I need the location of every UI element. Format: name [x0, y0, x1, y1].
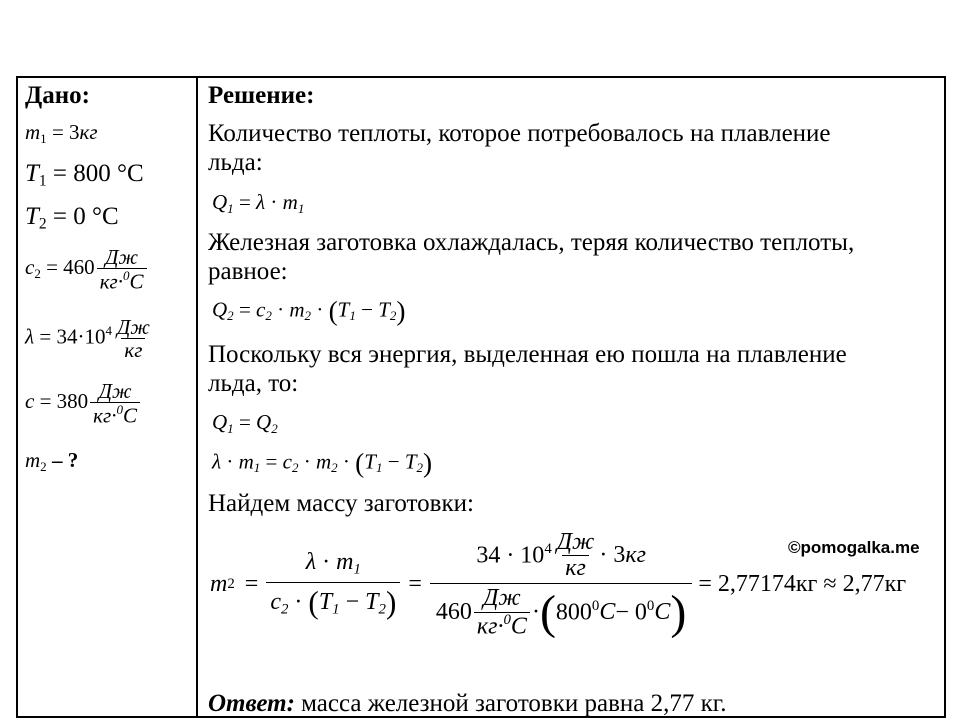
given-lambda: [25, 316, 155, 361]
unit-num: Дж: [105, 245, 139, 269]
var: λ: [25, 324, 35, 349]
unit-den-a: кг·: [93, 403, 117, 428]
given-c2: [25, 246, 149, 293]
var: c: [25, 389, 35, 414]
formula-q1: $Q_1 = \lambda \cdot m_1$: [212, 190, 305, 216]
symbolic-fraction: $\frac{\lambda \cdot m_1}{c_2 \cdot (T_1 - T_2)}$: [266, 550, 400, 620]
result-value: = 2,77174кг ≈ 2,77кг: [698, 571, 907, 598]
p3-line2: льда, то:: [208, 370, 299, 397]
var: T: [25, 160, 39, 187]
answer: [208, 690, 726, 718]
formula-equality: $Q_1 = Q_2$: [212, 410, 278, 436]
unit-den-a: кг·: [99, 269, 123, 294]
formula-q2: $Q_2 = c_2 \cdot m_2 \cdot (T_1 - T_2)$: [212, 296, 406, 326]
var: m: [25, 120, 41, 144]
p3-line1: Поскольку вся энергия, выделенная ею пошла на плавление: [208, 341, 847, 368]
var: c: [25, 255, 35, 280]
eq: – ?: [46, 448, 79, 472]
p1-line2: льда:: [208, 149, 263, 176]
unit-den: [97, 268, 147, 293]
given-title: Дано:: [25, 82, 90, 109]
eq: = 34·10: [34, 324, 106, 349]
var: m: [25, 448, 41, 472]
unit-den: кг: [121, 338, 145, 361]
unit-fraction: [97, 246, 147, 293]
unit-fraction: [90, 380, 140, 427]
given-c: [25, 380, 142, 427]
given-m2: [25, 448, 78, 475]
formula-expanded: $\lambda \cdot m_1 = c_2 \cdot m_2 \cdot (T_1 - T_2)$: [212, 448, 433, 478]
eq: = 800 °C: [46, 160, 144, 187]
watermark: ©pomogalka.me: [788, 538, 920, 557]
sub: 2: [38, 215, 47, 233]
sub: 2: [34, 265, 41, 281]
p2-line2: равное:: [208, 258, 288, 285]
unit-num: Дж: [98, 379, 132, 403]
given-t1: [25, 160, 144, 191]
unit-den-b: C: [129, 269, 144, 294]
unit-fraction: [114, 316, 153, 361]
unit-den: [90, 402, 140, 427]
sub: 2: [40, 458, 47, 474]
var: T: [25, 203, 39, 230]
unit-num: Дж: [116, 315, 150, 339]
formula-result: m 2 = $\frac{\lambda \cdot m_1}{c_2 \cdot (T_1 - T_2)}$ = $34 \cdot 10^4$ $\frac{Дж}{кг}$ · 3 кг 460 $\frac{Дж}{кг\cdot^0C}$ · ( $800^0$ C − $0^0$ C ) = 2,77174кг ≈ 2,77кг: [210, 529, 907, 640]
unit-den-b: C: [122, 403, 137, 428]
answer-label: Ответ:: [208, 690, 295, 717]
p1-line1: Количество теплоты, которое потребовалось на плавление: [208, 120, 831, 147]
eq: = 460: [40, 255, 95, 280]
unit-den-sup: 0: [116, 402, 123, 418]
numeric-fraction: $34 \cdot 10^4$ $\frac{Дж}{кг}$ · 3 кг 460 $\frac{Дж}{кг\cdot^0C}$ · ( $800^0$ C − $0^0$ C ): [430, 530, 692, 639]
solution-title: Решение:: [208, 82, 315, 109]
eq: = 3: [46, 120, 80, 144]
eq: = 380: [34, 389, 89, 414]
answer-text: масса железной заготовки равна 2,77 кг.: [294, 690, 727, 717]
eq: = 0 °C: [46, 203, 119, 230]
column-divider: [196, 76, 198, 718]
p4: Найдем массу заготовки:: [208, 490, 474, 517]
sub: 1: [38, 172, 47, 190]
pow: 4: [105, 322, 112, 338]
given-t2: [25, 203, 119, 234]
p2-line1: Железная заготовка охлаждалась, теряя количество теплоты,: [208, 229, 855, 256]
sub: 1: [40, 130, 47, 146]
unit: кг: [79, 120, 98, 144]
given-m1: [25, 120, 98, 147]
unit-den-sup: 0: [122, 268, 130, 284]
